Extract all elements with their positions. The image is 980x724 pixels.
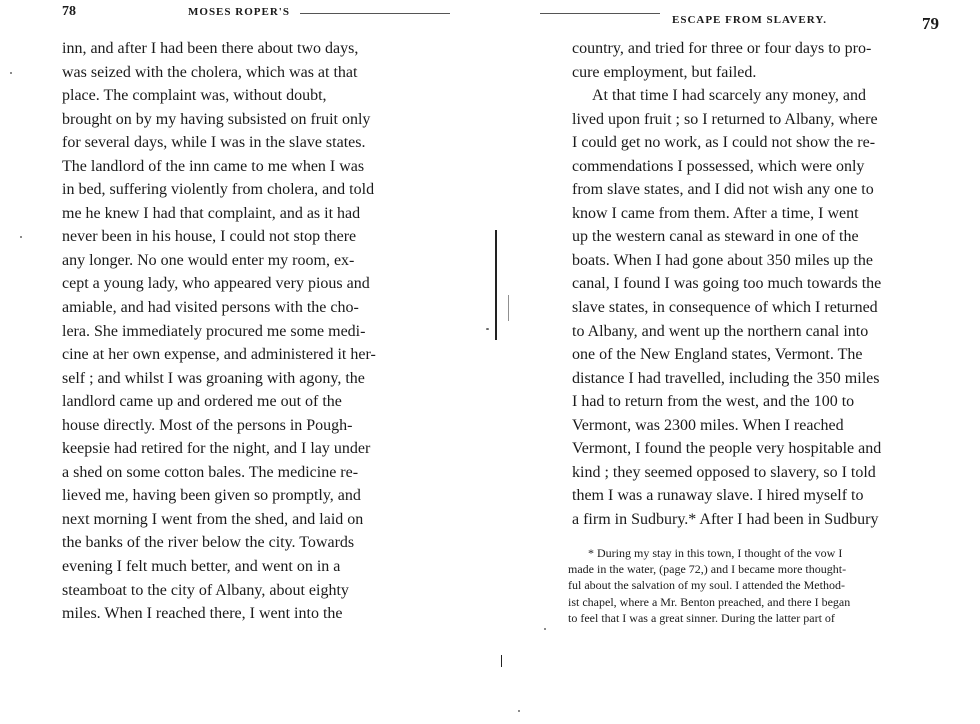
left-page-number: 78 — [62, 4, 76, 19]
text-line: to feel that I was a great sinner. During the latter part of — [568, 610, 835, 625]
text-line: canal, I found I was going too much towards the — [572, 275, 882, 293]
left-body-text — [62, 37, 428, 626]
text-line: a shed on some cotton bales. The medicine re- — [62, 463, 359, 481]
text-line: lera. She immediately procured me some medi- — [62, 322, 366, 340]
text-line: Vermont, I found the people very hospitable and — [572, 440, 882, 458]
text-line: cure employment, but failed. — [572, 63, 757, 81]
text-line: commendations I possessed, which were only — [572, 157, 865, 175]
text-line: inn, and after I had been there about two days, — [62, 40, 359, 57]
text-line: boats. When I had gone about 350 miles up the — [572, 251, 873, 269]
text-line: kind ; they seemed opposed to slavery, so I told — [572, 463, 876, 481]
footnote — [568, 545, 928, 626]
speck — [20, 236, 22, 238]
text-line: ist chapel, where a Mr. Benton preached, and there I began — [568, 594, 851, 609]
text-line: made in the water, (page 72,) and I became more thought- — [568, 562, 847, 577]
text-line: ful about the salvation of my soul. I attended the Method- — [568, 578, 845, 593]
text-line: self ; and whilst I was groaning with agony, the — [62, 369, 365, 387]
text-line: know I came from them. After a time, I went — [572, 204, 859, 222]
text-line: I could get no work, as I could not show the re- — [572, 134, 876, 152]
text-line: up the western canal as steward in one of the — [572, 228, 859, 246]
gutter-mark — [501, 655, 502, 667]
text-line: At that time I had scarcely any money, and — [592, 87, 866, 105]
text-line: in bed, suffering violently from cholera, and told — [62, 181, 375, 199]
gutter-mark — [508, 295, 509, 321]
speck — [486, 328, 489, 330]
text-line: the banks of the river below the city. Towards — [62, 534, 355, 552]
text-line: landlord came up and ordered me out of the — [62, 393, 342, 411]
text-line: was seized with the cholera, which was at that — [62, 63, 358, 81]
text-line: amiable, and had visited persons with the cho- — [62, 299, 359, 317]
text-line: evening I felt much better, and went on in a — [62, 558, 341, 576]
text-line: * During my stay in this town, I thought of the vow I — [588, 546, 843, 560]
text-line: for several days, while I was in the slave states. — [62, 134, 366, 152]
text-line: a firm in Sudbury.* After I had been in Sudbury — [572, 510, 879, 528]
text-line: The landlord of the inn came to me when I was — [62, 157, 365, 175]
text-line: me he knew I had that complaint, and as it had — [62, 204, 361, 222]
left-header-rule — [300, 13, 450, 14]
text-line: keepsie had retired for the night, and I lay under — [62, 440, 371, 458]
text-line: to Albany, and went up the northern canal into — [572, 322, 869, 340]
text-line: never been in his house, I could not stop there — [62, 228, 357, 246]
text-line: distance I had travelled, including the 350 miles — [572, 369, 880, 387]
right-page-number: 79 — [922, 14, 939, 33]
text-line: any longer. No one would enter my room, ex- — [62, 251, 355, 269]
gutter-mark — [495, 230, 497, 340]
text-line: place. The complaint was, without doubt, — [62, 87, 327, 105]
right-body-text — [572, 37, 928, 531]
left-running-head: MOSES ROPER'S — [188, 6, 290, 18]
right-running-head: ESCAPE FROM SLAVERY. — [672, 14, 828, 26]
right-header-rule — [540, 13, 660, 14]
text-line: brought on by my having subsisted on fruit only — [62, 110, 371, 128]
speck — [518, 710, 520, 712]
text-line: lieved me, having been given so promptly, and — [62, 487, 361, 505]
speck — [544, 628, 546, 630]
text-line: them I was a runaway slave. I hired myself to — [572, 487, 864, 505]
text-line: from slave states, and I did not wish any one to — [572, 181, 874, 199]
text-line: slave states, in consequence of which I returned — [572, 299, 878, 317]
speck — [10, 72, 12, 74]
text-line: next morning I went from the shed, and laid on — [62, 510, 364, 528]
text-line: cept a young lady, who appeared very pious and — [62, 275, 370, 293]
right-page — [490, 0, 980, 724]
text-line: steamboat to the city of Albany, about eighty — [62, 581, 349, 599]
text-line: house directly. Most of the persons in Pough- — [62, 416, 353, 434]
text-line: one of the New England states, Vermont. The — [572, 346, 863, 364]
text-line: lived upon fruit ; so I returned to Albany, where — [572, 110, 878, 128]
text-line: I had to return from the west, and the 100 to — [572, 393, 855, 411]
text-line: country, and tried for three or four days to pro- — [572, 40, 872, 57]
text-line: Vermont, was 2300 miles. When I reached — [572, 416, 844, 434]
text-line: miles. When I reached there, I went into the — [62, 605, 343, 623]
text-line: cine at her own expense, and administered it her- — [62, 346, 376, 364]
